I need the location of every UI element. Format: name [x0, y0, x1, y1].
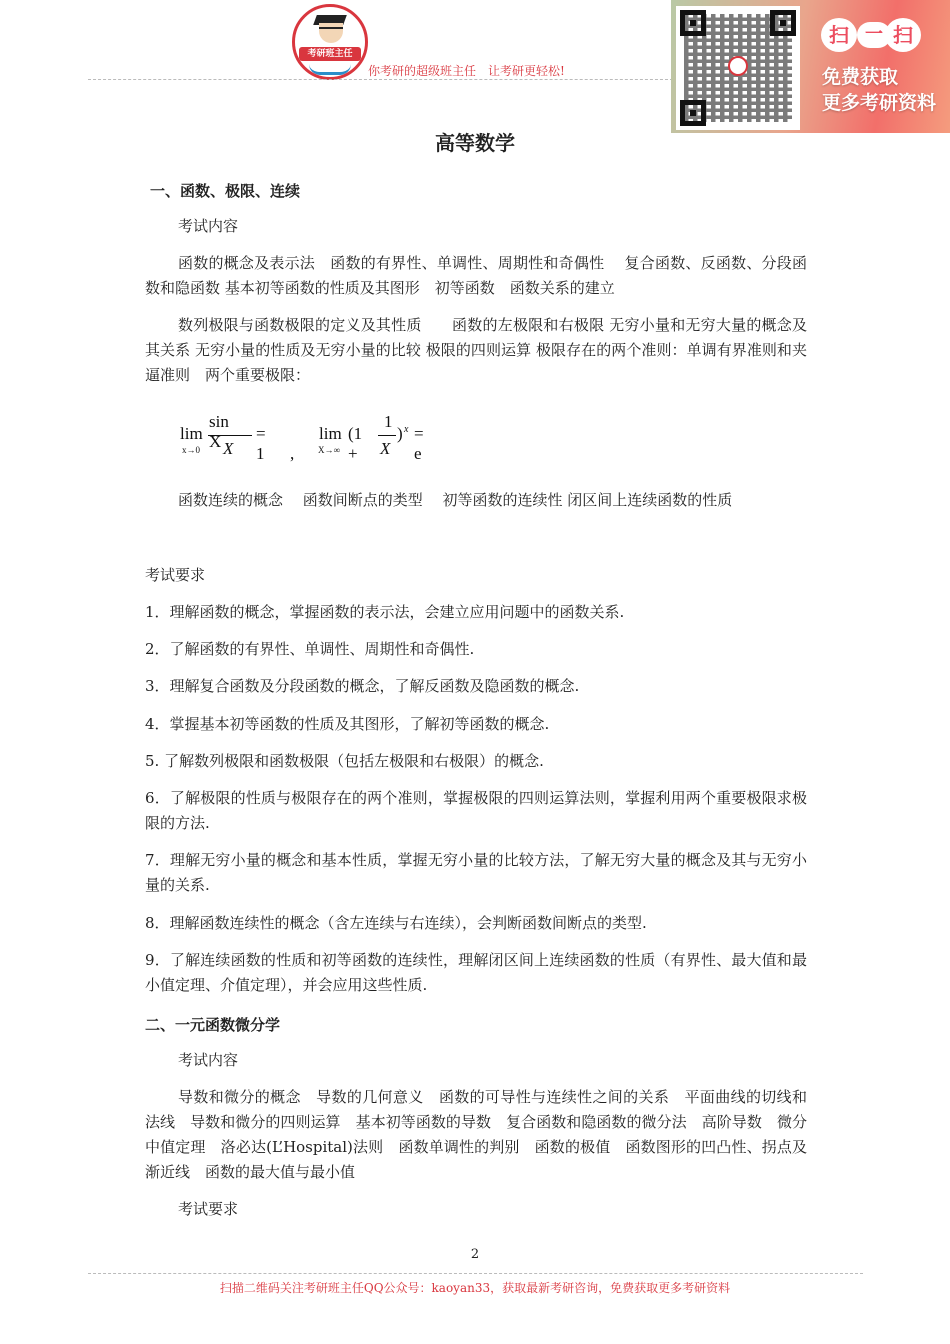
- formula-comma: ,: [290, 444, 295, 463]
- requirement-9: 9．了解连续函数的性质和初等函数的连续性，理解闭区间上连续函数的性质（有界性、最大值和最小值定理、介值定理），并会应用这些性质.: [145, 951, 807, 994]
- requirement-7: 7．理解无穷小量的概念和基本性质，掌握无穷小量的比较方法，了解无穷大量的概念及其与无穷小量的关系.: [145, 851, 807, 894]
- qr-finder-bottom-left: [680, 100, 706, 126]
- section2-req-label: 考试要求: [178, 1200, 239, 1218]
- section1-content-p2: 数列极限与函数极限的定义及其性质 函数的左极限和右极限 无穷小量和无穷大量的概念及其关系 无穷小量的性质及无穷小量的比较 极限的四则运算 极限存在的两个准则：单调有界准则和夹逼准则 两个重要极限：: [145, 316, 807, 384]
- qr-finder-top-left: [680, 10, 706, 36]
- glasses-icon: [319, 27, 343, 35]
- section1-content-p3: 函数连续的概念 函数间断点的类型 初等函数的连续性 闭区间上连续函数的性质: [178, 491, 733, 509]
- lim-2: lim: [319, 424, 342, 443]
- footer-divider: [88, 1273, 863, 1274]
- requirement-3: 3．理解复合函数及分段函数的概念，了解反函数及隐函数的概念.: [145, 677, 580, 695]
- scan-badge-2: 扫: [885, 18, 921, 52]
- section1-req-label: 考试要求: [145, 566, 206, 584]
- book-icon: [309, 64, 351, 75]
- qr-finder-top-right: [770, 10, 796, 36]
- promo-line-2: 更多考研资料: [822, 92, 937, 114]
- frac-1-num: sin X: [209, 412, 229, 451]
- section1-heading: 一、函数、极限、连续: [150, 182, 301, 200]
- requirement-8: 8．理解函数连续性的概念（含左连续与右连续），会判断函数间断点的类型.: [145, 914, 647, 932]
- paren-close: ): [397, 424, 403, 443]
- scan-badge-mid: 一: [857, 22, 891, 48]
- eq-2: = e: [414, 424, 424, 463]
- requirement-2: 2．了解函数的有界性、单调性、周期性和奇偶性.: [145, 640, 475, 658]
- lim-2-sub: X→∞: [318, 445, 340, 455]
- frac-2-bar: [378, 435, 396, 436]
- lim-1-sub: x→0: [182, 445, 200, 455]
- section1-content-label: 考试内容: [178, 217, 239, 235]
- page-number: 2: [470, 1247, 480, 1262]
- frac-1-bar: [208, 435, 252, 436]
- section2-content-p1: 导数和微分的概念 导数的几何意义 函数的可导性与连续性之间的关系 平面曲线的切线和法线 导数和微分的四则运算 基本初等函数的导数 复合函数和隐函数的微分法 高阶导数 微分中值定理 洛必达(L’Hospital)法则 函数单调性的判别 函数的极值 函数图形的凹凸性、拐点及渐近线 函数的最大值与最小值: [145, 1088, 807, 1181]
- frac-2-num: 1: [384, 412, 393, 431]
- frac-1-den: X: [223, 439, 234, 458]
- requirement-4: 4．掌握基本初等函数的性质及其图形，了解初等函数的概念.: [145, 715, 550, 733]
- requirement-1: 1．理解函数的概念，掌握函数的表示法，会建立应用问题中的函数关系.: [145, 603, 625, 621]
- section1-content-p1: 函数的概念及表示法 函数的有界性、单调性、周期性和奇偶性 复合函数、反函数、分段函数和隐函数 基本初等函数的性质及其图形 初等函数 函数关系的建立: [145, 254, 807, 297]
- promo-line-1: 免费获取: [822, 66, 899, 88]
- logo-text: 考研班主任: [299, 47, 361, 61]
- qr-code: [676, 6, 800, 130]
- requirement-6: 6．了解极限的性质与极限存在的两个准则，掌握极限的四则运算法则，掌握利用两个重要极限求极限的方法.: [145, 789, 807, 832]
- header-divider: [88, 79, 673, 80]
- paren-open: (1 +: [348, 424, 363, 463]
- requirement-5: 5. 了解数列极限和函数极限（包括左极限和右极限）的概念.: [145, 752, 544, 770]
- section2-heading: 二、一元函数微分学: [145, 1016, 281, 1034]
- eq-1: = 1: [256, 424, 266, 463]
- logo: [292, 4, 368, 80]
- slogan: 你考研的超级班主任 让考研更轻松!: [368, 64, 565, 78]
- exponent: x: [404, 424, 409, 435]
- scan-badge-1: 扫: [821, 18, 857, 52]
- page-title: 高等数学: [435, 131, 515, 155]
- section2-content-label: 考试内容: [178, 1051, 239, 1069]
- qr-logo-icon: [728, 56, 748, 76]
- footer-text: 扫描二维码关注考研班主任QQ公众号：kaoyan33，获取最新考研咨询，免费获取更多考研资料: [219, 1281, 731, 1295]
- lim-1: lim: [180, 424, 203, 443]
- frac-2-den: X: [380, 439, 391, 458]
